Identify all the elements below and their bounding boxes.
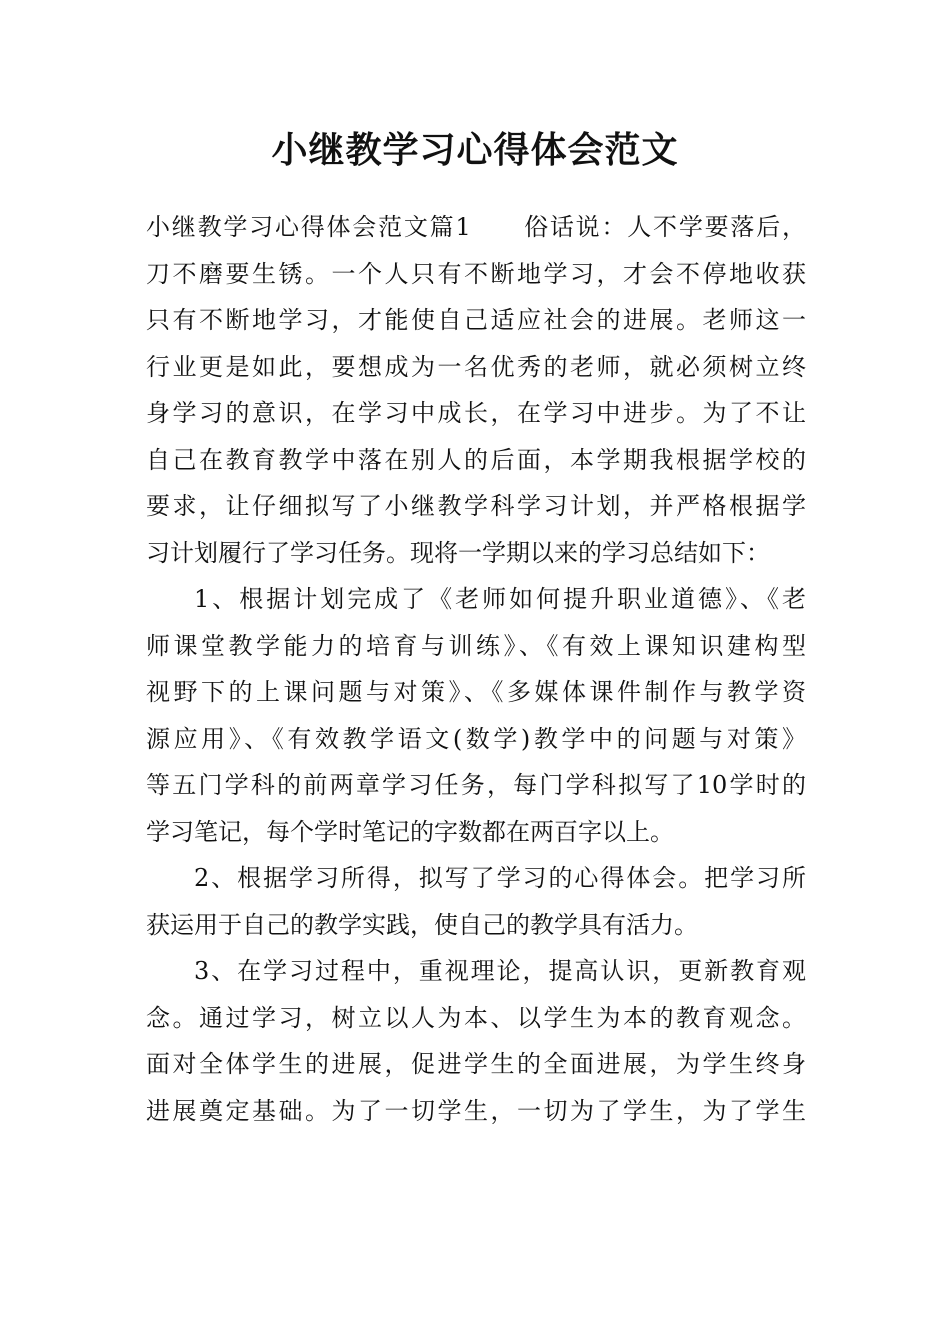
paragraph bbox=[146, 855, 806, 948]
text-line: 2、根据学习所得，拟写了学习的心得体会。把学习所 bbox=[194, 864, 806, 892]
text-line: 行业更是如此，要想成为一名优秀的老师，就必须树立终 bbox=[146, 352, 806, 381]
paragraph bbox=[146, 204, 806, 576]
text-line: 自己在教育教学中落在别人的后面，本学期我根据学校的 bbox=[146, 445, 806, 474]
document-title: 小继教学习心得体会范文 bbox=[271, 130, 679, 171]
text-line: 刀不磨要生锈。一个人只有不断地学习，才会不停地收获 bbox=[146, 259, 806, 288]
text-line: 源应用》、《有效教学语文(数学)教学中的问题与对策》 bbox=[146, 724, 806, 753]
paragraph bbox=[146, 948, 806, 1134]
text-line: 只有不断地学习，才能使自己适应社会的进展。老师这一 bbox=[146, 306, 806, 334]
text-line: 念。通过学习，树立以人为本、以学生为本的教育观念。 bbox=[146, 1003, 806, 1032]
text-line: 师课堂教学能力的培育与训练》、《有效上课知识建构型 bbox=[146, 631, 806, 660]
text-line: 身学习的意识，在学习中成长，在学习中进步。为了不让 bbox=[146, 399, 806, 427]
text-line: 等五门学科的前两章学习任务，每门学科拟写了10学时的 bbox=[146, 771, 806, 799]
text-line: 要求，让仔细拟写了小继教学科学习计划，并严格根据学 bbox=[146, 492, 806, 520]
document-body bbox=[146, 204, 806, 1134]
paragraph bbox=[146, 576, 806, 855]
text-line: 3、在学习过程中，重视理论，提高认识，更新教育观 bbox=[194, 957, 806, 985]
text-line: 小继教学习心得体会范文篇1 俗话说：人不学要落后， bbox=[146, 213, 806, 241]
text-line: 视野下的上课问题与对策》、《多媒体课件制作与教学资 bbox=[146, 678, 806, 706]
text-line: 1、根据计划完成了《老师如何提升职业道德》、《老 bbox=[194, 585, 806, 613]
text-line: 面对全体学生的进展，促进学生的全面进展，为学生终身 bbox=[146, 1050, 806, 1078]
text-line: 进展奠定基础。为了一切学生，一切为了学生，为了学生 bbox=[146, 1096, 806, 1125]
text-line: 获运用于自己的教学实践，使自己的教学具有活力。 bbox=[146, 910, 698, 939]
text-line: 学习笔记，每个学时笔记的字数都在两百字以上。 bbox=[146, 817, 674, 846]
text-line: 习计划履行了学习任务。现将一学期以来的学习总结如下： bbox=[146, 538, 770, 567]
